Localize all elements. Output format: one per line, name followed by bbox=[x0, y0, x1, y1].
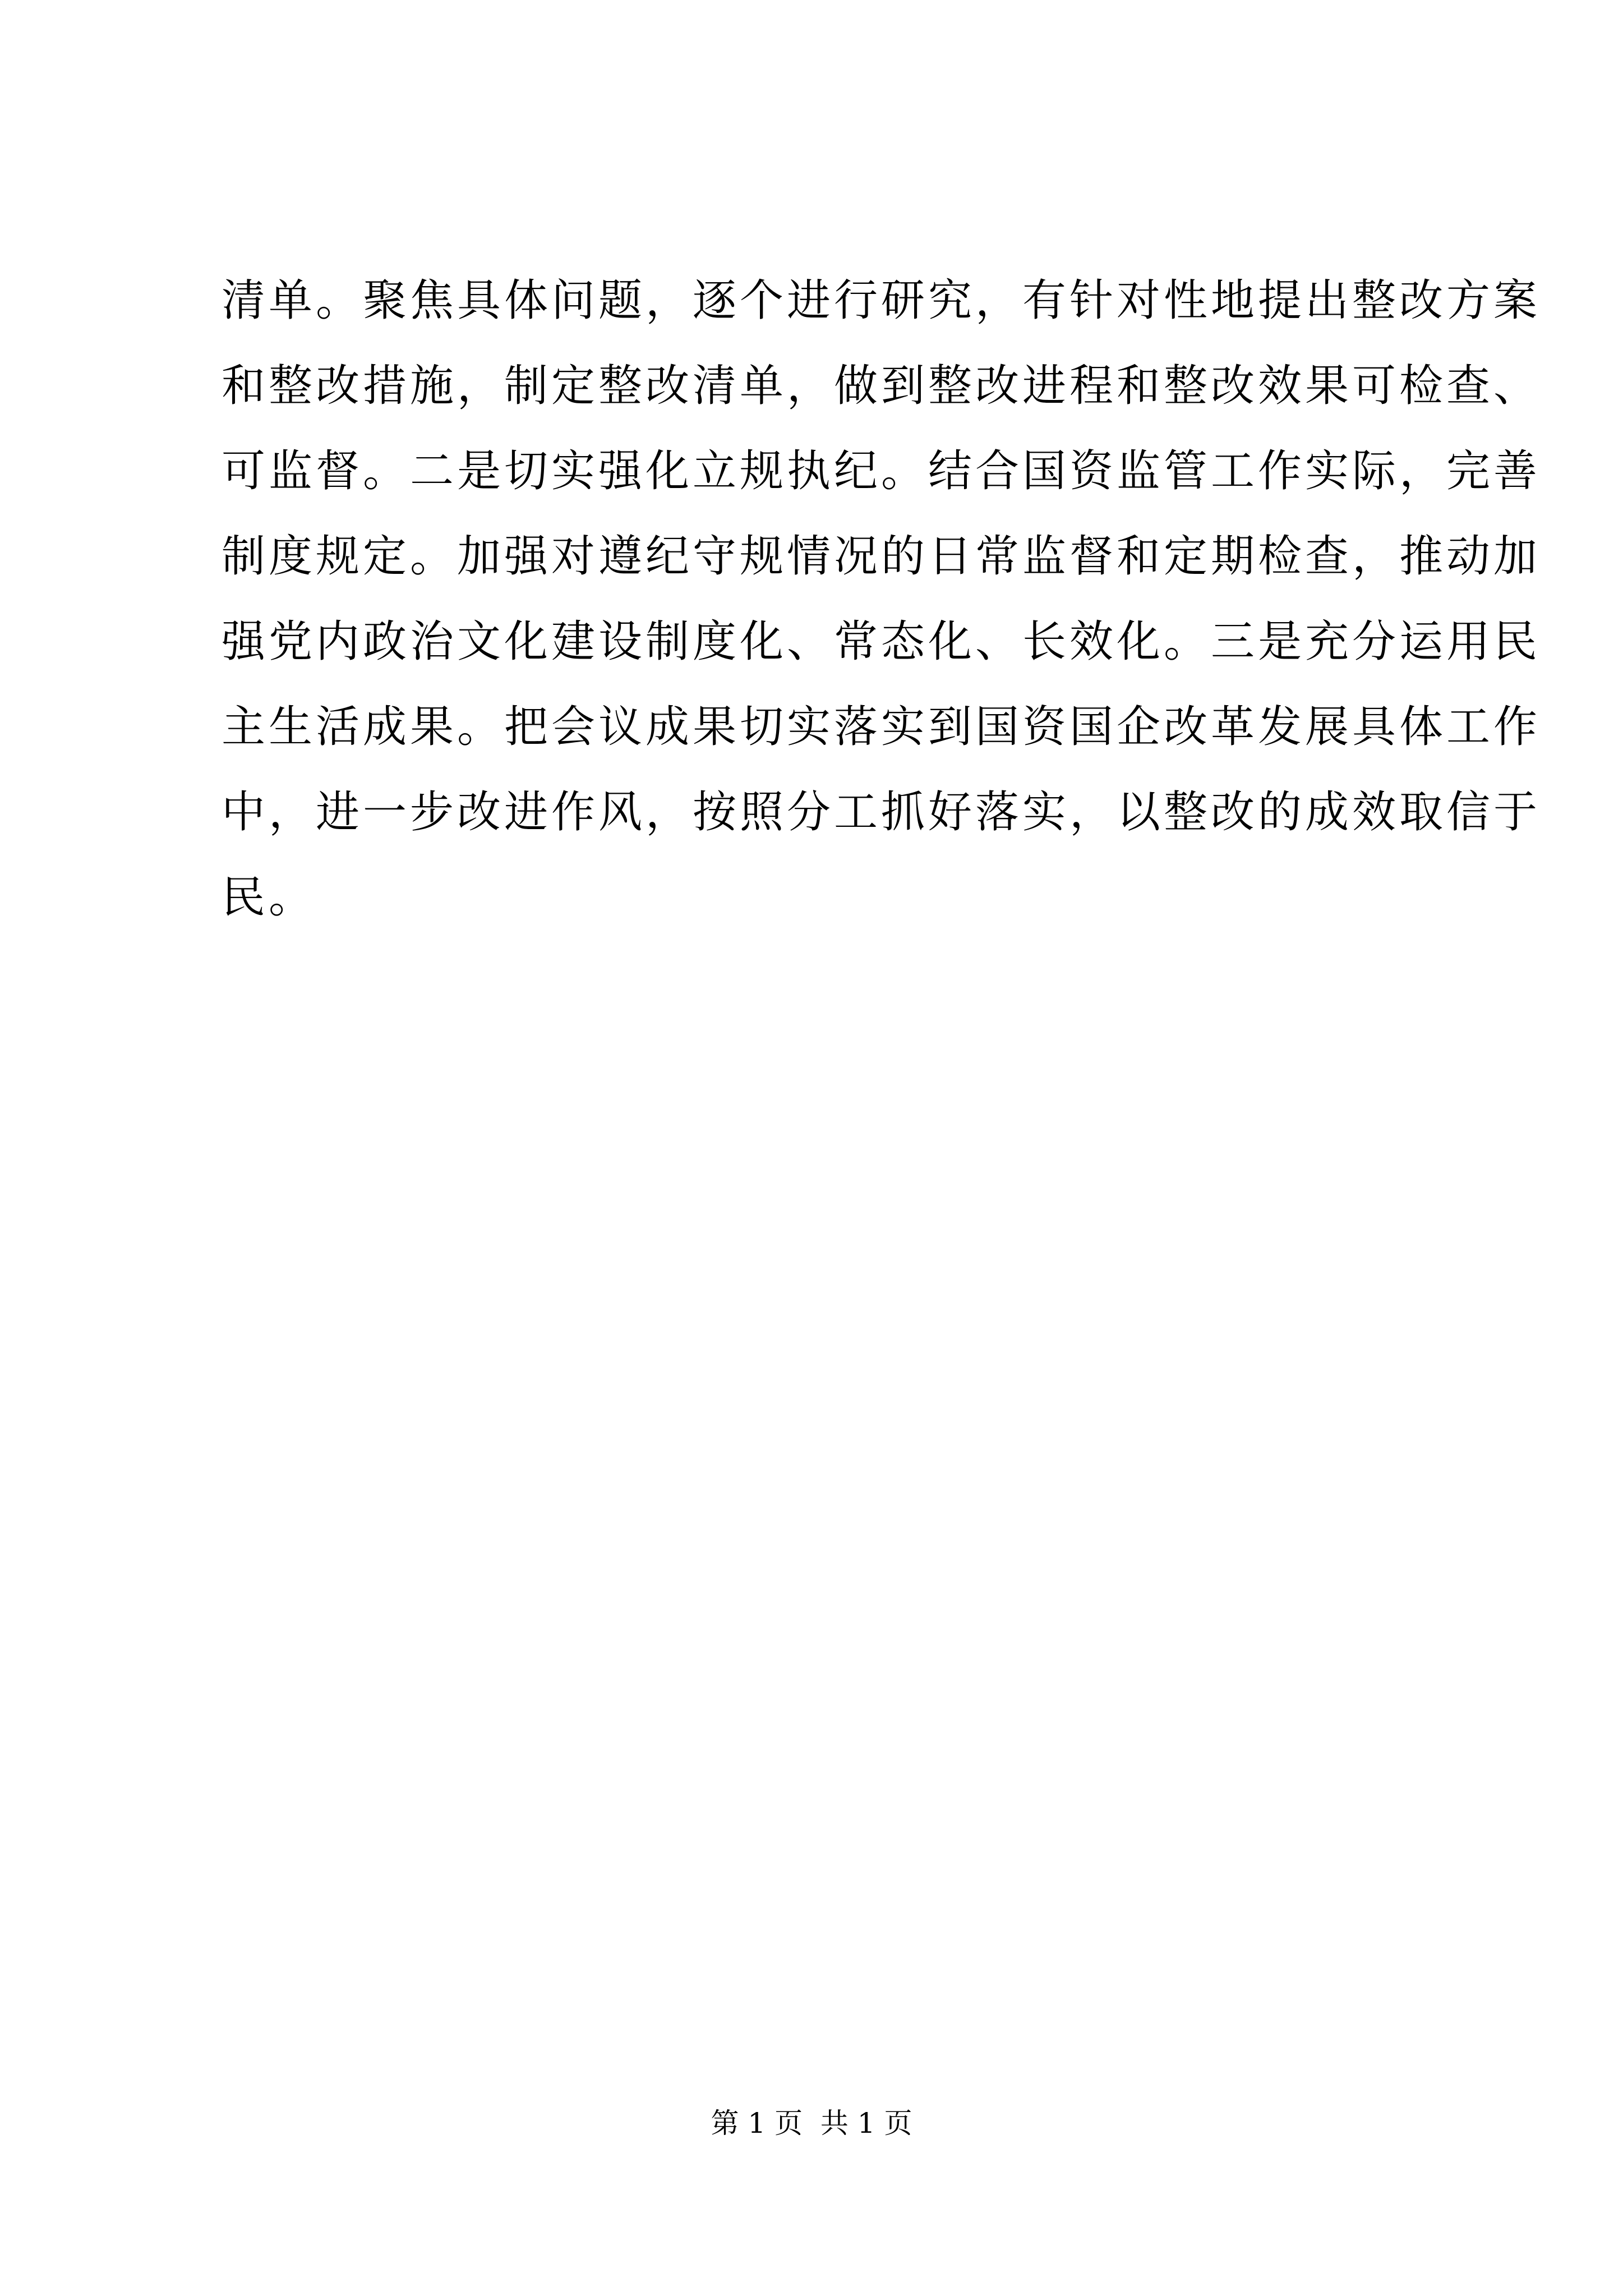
text-line-4: 制度规定。加强对遵纪守规情况的日常监督和定期检查，推动加 bbox=[222, 531, 1541, 582]
text-line-2: 和整改措施，制定整改清单，做到整改进程和整改效果可检查、 bbox=[222, 361, 1541, 411]
page-number-footer: 第 1 页 共 1 页 bbox=[711, 2107, 912, 2139]
text-line-3: 可监督。二是切实强化立规执纪。结合国资监管工作实际，完善 bbox=[222, 446, 1541, 496]
text-line-1: 清单。聚焦具体问题，逐个进行研究，有针对性地提出整改方案 bbox=[222, 275, 1541, 326]
text-line-7: 中，进一步改进作风，按照分工抓好落实，以整改的成效取信于 bbox=[222, 787, 1541, 838]
body-paragraph bbox=[222, 258, 1541, 940]
text-line-6: 主生活成果。把会议成果切实落实到国资国企改革发展具体工作 bbox=[222, 702, 1541, 752]
text-line-8: 民。 bbox=[222, 872, 316, 923]
text-line-5: 强党内政治文化建设制度化、常态化、长效化。三是充分运用民 bbox=[222, 616, 1541, 667]
